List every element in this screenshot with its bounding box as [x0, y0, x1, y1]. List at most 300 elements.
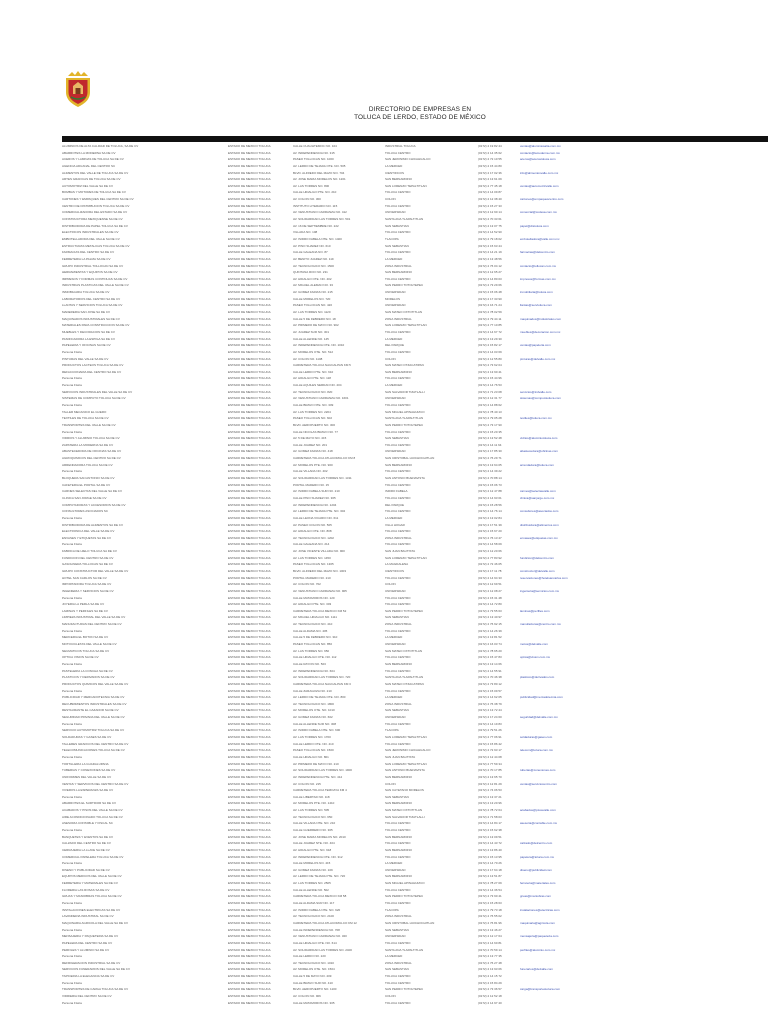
email-link[interactable]: instalaciones@electricas.com: [520, 907, 560, 912]
phone: (0172) 2 73 62 04: [478, 363, 502, 368]
state-municipality: ESTADO DE MEXICO TOLUCA: [228, 582, 271, 587]
phone: (0172) 2 13 93 06: [478, 967, 502, 972]
email-link[interactable]: [520, 873, 640, 880]
email-link[interactable]: [520, 800, 640, 807]
email-link[interactable]: [520, 847, 640, 854]
phone: (0172) 2 76 04 12: [478, 263, 502, 268]
neighborhood: SAN BERNARDINO: [385, 847, 413, 852]
email-link[interactable]: [520, 541, 640, 548]
address: AV. JOSE MARIA MORELOS NO. 1201: [293, 177, 346, 182]
address: AV. PRIMERO DE MAYO NO. 210: [293, 761, 339, 766]
email-link[interactable]: [520, 827, 640, 834]
email-link[interactable]: [520, 256, 640, 263]
email-link[interactable]: contacto@lamoderna.com.mx: [520, 150, 560, 155]
phone: (0172) 2 78 72 64: [478, 808, 502, 813]
table-row: [62, 402, 662, 409]
address: CALLE VILLADA NO. 402: [293, 469, 328, 474]
email-link[interactable]: [520, 774, 640, 781]
neighborhood: COLON: [385, 781, 396, 786]
phone: (0172) 2 78 27 09: [478, 881, 502, 886]
phone: (0172) 2 76 55 02: [478, 914, 502, 919]
state-municipality: ESTADO DE MEXICO TOLUCA: [228, 217, 271, 222]
company-name: Persona Fisica: [62, 628, 82, 633]
phone: (0172) 2 14 76 14: [478, 509, 502, 514]
email-link[interactable]: ferreteria@materiales.com: [520, 881, 556, 886]
email-link[interactable]: info@alimentosvalle.com.mx: [520, 170, 559, 175]
email-link[interactable]: [520, 741, 640, 748]
company-name: FARMACIAS DEL CENTRO SA DE CV: [62, 250, 115, 255]
company-name: PAPELERA DEL CENTRO SA DE CV: [62, 940, 113, 945]
email-link[interactable]: maquinados@industriales.com: [520, 316, 562, 321]
phone: (0172) 2 14 94 33: [478, 575, 502, 580]
phone: (0172) 2 14 55 91: [478, 668, 502, 673]
email-link[interactable]: [520, 940, 640, 947]
table-row: [62, 143, 662, 150]
email-link[interactable]: [520, 502, 640, 509]
email-link[interactable]: distribuidora@alimentos.com: [520, 522, 559, 527]
email-link[interactable]: [520, 369, 640, 376]
email-link[interactable]: muebles@decoracion.com.mx: [520, 329, 561, 334]
email-link[interactable]: clinica@sanjorge.com.mx: [520, 495, 555, 500]
email-link[interactable]: mensajeria@paqueteria.com: [520, 934, 559, 939]
company-name: ZAPATERIA LA MODERNA SA DE CV: [62, 442, 114, 447]
email-link[interactable]: constructor@delvalle.com: [520, 569, 555, 573]
phone: (0172) 2 71 58 03: [478, 814, 502, 819]
email-link[interactable]: farmacias@delcentro.com: [520, 250, 555, 255]
address: AV. INDEPENDENCIA OTE. NO. 312: [293, 854, 343, 859]
email-link[interactable]: [520, 993, 640, 1000]
email-link[interactable]: [520, 176, 640, 183]
email-link[interactable]: [520, 442, 640, 449]
table-row: [62, 807, 662, 814]
phone: (0172) 2 17 11 78: [478, 569, 502, 573]
email-link[interactable]: ingenieria@servicios.com.mx: [520, 588, 560, 593]
email-link[interactable]: [520, 960, 640, 967]
table-row: [62, 628, 662, 635]
email-link[interactable]: [520, 688, 640, 695]
neighborhood: LA MAGDALENA: [385, 562, 409, 567]
state-municipality: ESTADO DE MEXICO TOLUCA: [228, 622, 271, 627]
neighborhood: MORELOS: [385, 296, 401, 301]
table-row: [62, 495, 662, 502]
company-name: CLINICA SAN JORGE SA DE CV: [62, 495, 107, 500]
email-link[interactable]: diseno@publicidad.com: [520, 867, 552, 872]
state-municipality: ESTADO DE MEXICO TOLUCA: [228, 542, 271, 547]
phone: (0172) 2 70 46 38: [478, 675, 502, 680]
email-link[interactable]: soldaduras@gases.com: [520, 735, 553, 740]
neighborhood: SAN PEDRO TOTOLTEPEC: [385, 608, 424, 613]
phone: (0172) 2 15 62 38: [478, 827, 502, 832]
email-link[interactable]: servicios@indvalle.com: [520, 389, 552, 394]
email-link[interactable]: cartones@empaquescentro.com: [520, 197, 564, 202]
email-link[interactable]: [520, 834, 640, 841]
state-municipality: ESTADO DE MEXICO TOLUCA: [228, 715, 271, 720]
email-link[interactable]: [520, 887, 640, 894]
address: AV. LERDO DE TEJADA PTE. NO. 720: [293, 874, 346, 879]
address: CARRETERA TOLUCA NAUCALPAN KM 3: [293, 681, 351, 686]
address: CALLE MORELOS NO. 415: [293, 861, 331, 866]
email-link[interactable]: [520, 814, 640, 821]
email-link[interactable]: fundicion@delcentro.com: [520, 555, 554, 560]
neighborhood: TOLUCA CENTRO: [385, 349, 411, 354]
email-link[interactable]: [520, 282, 640, 289]
table-row: [62, 462, 662, 469]
address: AV. LAS TORRES NO. 1700: [293, 735, 331, 740]
company-name: Persona Fisica: [62, 827, 82, 832]
table-row: [62, 681, 662, 688]
company-name: ALIMENTOS DEL VALLE DE TOLUCA SA DE CV: [62, 170, 129, 175]
email-link[interactable]: papel@distoluca.com: [520, 223, 549, 228]
phone: (0172) 2 13 52 48: [478, 436, 502, 441]
email-link[interactable]: [520, 721, 640, 728]
company-name: ENVASES Y ETIQUETAS SA DE CV: [62, 535, 111, 540]
neighborhood: TOLUCA CENTRO: [385, 741, 411, 746]
email-link[interactable]: [520, 429, 640, 436]
state-municipality: ESTADO DE MEXICO TOLUCA: [228, 920, 271, 925]
state-municipality: ESTADO DE MEXICO TOLUCA: [228, 555, 271, 560]
phone: (0172) 2 14 80 03: [478, 276, 502, 281]
neighborhood: SAN MIGUEL APINAHUIZCO: [385, 881, 425, 886]
state-municipality: ESTADO DE MEXICO TOLUCA: [228, 270, 271, 275]
table-row: [62, 621, 662, 628]
phone: (0172) 2 15 67 20: [478, 529, 502, 534]
email-link[interactable]: [520, 362, 640, 369]
phone: (0172) 2 76 92 15: [478, 622, 502, 627]
email-link[interactable]: [520, 860, 640, 867]
address: AV. INDEPENDENCIA NO. 1204: [293, 502, 337, 507]
email-link[interactable]: seguridad@delvalle.com.mx: [520, 715, 558, 720]
email-link[interactable]: [520, 468, 640, 475]
neighborhood: UNIVERSIDAD: [385, 303, 406, 308]
address: CARRETERA TOLUCA ATLACOMULCO KM 12: [293, 920, 357, 925]
neighborhood: SAN BERNARDINO: [385, 177, 413, 182]
email-link[interactable]: calzado@delcentro.com: [520, 841, 553, 846]
table-row: [62, 289, 662, 296]
email-link[interactable]: publicidad@mercadotecnia.com: [520, 695, 563, 700]
table-row: [62, 528, 662, 535]
email-link[interactable]: [520, 382, 640, 389]
company-name: Persona Fisica: [62, 542, 82, 547]
address: CALLE ALDAMA NO. 405: [293, 628, 328, 633]
email-link[interactable]: [520, 322, 640, 329]
phone: (0172) 2 71 23 08: [478, 389, 502, 394]
email-link[interactable]: [520, 269, 640, 276]
state-municipality: ESTADO DE MEXICO TOLUCA: [228, 974, 271, 979]
email-link[interactable]: [520, 515, 640, 522]
phone: (0172) 2 12 08 27: [478, 588, 502, 593]
company-name: AGROQUIMICOS DEL CENTRO SA DE CV: [62, 456, 121, 461]
email-link[interactable]: [520, 634, 640, 641]
email-link[interactable]: optica@vision.com.mx: [520, 655, 551, 660]
company-name: MOTOCICLETAS DEL VALLE SA DE CV: [62, 642, 117, 647]
email-link[interactable]: [520, 349, 640, 356]
company-name: Persona Fisica: [62, 383, 82, 388]
email-link[interactable]: manufacturas@centro.com.mx: [520, 622, 561, 627]
phone: (0172) 2 72 46 05: [478, 562, 502, 567]
email-link[interactable]: pinturas@delvalle.com.mx: [520, 356, 556, 361]
phone: (0172) 2 77 10 85: [478, 323, 502, 328]
phone: (0172) 2 15 82 17: [478, 343, 502, 348]
neighborhood: TOLUCA CENTRO: [385, 841, 411, 846]
email-link[interactable]: [520, 475, 640, 482]
neighborhood: TOLUCA CENTRO: [385, 887, 411, 892]
email-link[interactable]: arrendadora@toluca.com: [520, 462, 554, 467]
email-link[interactable]: [520, 953, 640, 960]
company-name: ABARROTES LA MODERNA SA DE CV: [62, 150, 116, 155]
state-municipality: ESTADO DE MEXICO TOLUCA: [228, 329, 271, 334]
email-link[interactable]: contacto@tollocan.com.mx: [520, 263, 557, 268]
email-link[interactable]: inmobiliaria@toluca.com: [520, 290, 553, 295]
email-link[interactable]: [520, 482, 640, 489]
email-link[interactable]: tuberias@conexiones.com: [520, 768, 556, 773]
email-link[interactable]: aceros@acerostoluca.com: [520, 157, 556, 162]
email-link[interactable]: [520, 1000, 640, 1007]
neighborhood: TOLUCA CENTRO: [385, 429, 411, 434]
address: CALLE 5 DE FEBRERO NO. 18: [293, 316, 336, 321]
address: AV. VENUSTIANO CARRANZA NO. 320: [293, 934, 347, 939]
email-link[interactable]: ventas@aluminiosalta.com.mx: [520, 144, 561, 148]
phone: (0172) 2 13 48 56: [478, 256, 502, 261]
state-municipality: ESTADO DE MEXICO TOLUCA: [228, 761, 271, 766]
neighborhood: SAN SEBASTIAN: [385, 967, 409, 972]
email-link[interactable]: [520, 243, 640, 250]
phone: (0172) 2 14 60 81: [478, 940, 502, 945]
neighborhood: TOLUCA CENTRO: [385, 542, 411, 547]
email-link[interactable]: [520, 913, 640, 920]
email-link[interactable]: [520, 681, 640, 688]
email-link[interactable]: abastecedora@oficinas.com: [520, 449, 558, 454]
email-link[interactable]: telecom@toluca.com.mx: [520, 748, 553, 753]
email-link[interactable]: [520, 707, 640, 714]
company-name: FERRETERIA LA PALMA SA DE CV: [62, 256, 111, 261]
phone: (0172) 2 13 51 87: [478, 874, 502, 879]
table-row: [62, 395, 662, 402]
table-row: [62, 761, 662, 768]
neighborhood: TOLUCA CENTRO: [385, 529, 411, 534]
state-municipality: ESTADO DE MEXICO TOLUCA: [228, 236, 271, 241]
email-link[interactable]: [520, 409, 640, 416]
address: CARRETERA TOLUCA MEXICO KM 58: [293, 894, 347, 899]
address: AV. INDEPENDENCIA PTE. NO. 412: [293, 774, 343, 779]
address: BLVD. ALFREDO DEL MAZO NO. 704: [293, 170, 345, 175]
address: AV. MIGUEL HIDALGO NO. 1111: [293, 615, 337, 620]
email-link[interactable]: [520, 375, 640, 382]
state-municipality: ESTADO DE MEXICO TOLUCA: [228, 934, 271, 939]
address: PASEO TOLLOCAN NO. 1000: [293, 157, 334, 162]
table-row: [62, 907, 662, 914]
address: CALLE ZARAGOZA NO. 210: [293, 688, 332, 693]
email-link[interactable]: [520, 614, 640, 621]
state-municipality: ESTADO DE MEXICO TOLUCA: [228, 774, 271, 779]
neighborhood: DEL PARQUE: [385, 502, 405, 507]
email-link[interactable]: [520, 648, 640, 655]
email-link[interactable]: ventas@automotrizvalle.com: [520, 183, 559, 188]
email-link[interactable]: embotelladora@valle.com.mx: [520, 236, 560, 241]
phone: (0172) 2 14 70 26: [478, 861, 502, 866]
table-row: [62, 555, 662, 562]
neighborhood: SAN CRISTOBAL HUICHOCHITLAN: [385, 920, 435, 925]
table-row: [62, 189, 662, 196]
company-name: CAFETERIA EL PORTAL SA DE CV: [62, 482, 111, 487]
phone: (0172) 2 76 29 71: [478, 456, 502, 461]
email-link[interactable]: papelera@toluca.com.mx: [520, 854, 555, 859]
email-link[interactable]: [520, 980, 640, 987]
email-link[interactable]: [520, 203, 640, 210]
state-municipality: ESTADO DE MEXICO TOLUCA: [228, 688, 271, 693]
neighborhood: SANTA ANA TLAPALTITLAN: [385, 947, 424, 952]
email-link[interactable]: impresos@formas.com.mx: [520, 276, 556, 281]
email-link[interactable]: [520, 548, 640, 555]
state-municipality: ESTADO DE MEXICO TOLUCA: [228, 615, 271, 620]
email-link[interactable]: [520, 668, 640, 675]
address: PASEO TOLLOCAN NO. 1305: [293, 562, 334, 567]
state-municipality: ESTADO DE MEXICO TOLUCA: [228, 648, 271, 653]
phone: (0172) 2 78 40 13: [478, 409, 502, 414]
state-municipality: ESTADO DE MEXICO TOLUCA: [228, 701, 271, 706]
table-row: [62, 349, 662, 356]
email-link[interactable]: [520, 794, 640, 801]
email-link[interactable]: carga@transportestoluca.com: [520, 987, 561, 992]
email-link[interactable]: [520, 601, 640, 608]
company-name: Persona Fisica: [62, 927, 82, 932]
address: AV. TECNOLOGICO NO. 1010: [293, 960, 334, 965]
company-name: Persona Fisica: [62, 901, 82, 906]
phone: (0172) 2 14 58 09: [478, 542, 502, 547]
company-name: MATERIALES PARA CONSTRUCCION SA DE CV: [62, 323, 130, 328]
email-link[interactable]: acabados@pisosvalle.com: [520, 808, 556, 813]
email-link[interactable]: ventas@papeleria.com: [520, 343, 551, 348]
neighborhood: TOLUCA CENTRO: [385, 509, 411, 514]
email-link[interactable]: plasticos@derivados.com: [520, 675, 555, 680]
state-municipality: ESTADO DE MEXICO TOLUCA: [228, 535, 271, 540]
email-link[interactable]: maquinaria@agricola.com: [520, 920, 555, 925]
email-link[interactable]: perfiles@aluminio.com.mx: [520, 947, 556, 952]
table-row: [62, 608, 662, 615]
email-link[interactable]: [520, 216, 640, 223]
phone: (0172) 2 13 72 44: [478, 708, 502, 713]
email-link[interactable]: sistemas@computotoluca.com: [520, 396, 561, 401]
state-municipality: ESTADO DE MEXICO TOLUCA: [228, 243, 271, 248]
email-link[interactable]: motos@delvalle.com: [520, 642, 548, 647]
email-link[interactable]: [520, 754, 640, 761]
email-link[interactable]: laminas@perfiles.com: [520, 608, 550, 613]
company-name: COMERCIAL PAPELERA TOLUCA SA DE CV: [62, 854, 124, 859]
table-row: [62, 223, 662, 230]
email-link[interactable]: [520, 229, 640, 236]
company-name: PRODUCTOS QUIMICOS DEL VALLE SA DE CV: [62, 681, 129, 686]
state-municipality: ESTADO DE MEXICO TOLUCA: [228, 383, 271, 388]
neighborhood: SAN MATEO OXTOTITLAN: [385, 648, 423, 653]
phone: (0172) 2 77 45 18: [478, 183, 502, 188]
neighborhood: SAN SEBASTIAN: [385, 927, 409, 932]
email-link[interactable]: [520, 455, 640, 462]
neighborhood: SAN SEBASTIAN: [385, 794, 409, 799]
email-link[interactable]: [520, 628, 640, 635]
email-link[interactable]: comercial@codesa.com.mx: [520, 210, 557, 215]
company-name: TELECOMUNICACIONES TOLUCA SA DE CV: [62, 748, 125, 753]
state-municipality: ESTADO DE MEXICO TOLUCA: [228, 197, 271, 202]
email-link[interactable]: consultores@asociados.com: [520, 509, 559, 514]
email-link[interactable]: [520, 561, 640, 568]
email-link[interactable]: asesoria@contable.com.mx: [520, 821, 558, 826]
email-link[interactable]: [520, 973, 640, 980]
neighborhood: TOLUCA CENTRO: [385, 821, 411, 826]
state-municipality: ESTADO DE MEXICO TOLUCA: [228, 363, 271, 368]
address: AV. TECNOLOGICO NO. 1202: [293, 535, 334, 540]
email-link[interactable]: gruas@maniobras.com: [520, 894, 552, 899]
email-link[interactable]: [520, 402, 640, 409]
table-row: [62, 442, 662, 449]
address: BLVD. ALFREDO DEL MAZO NO. 1003: [293, 569, 347, 573]
address: AV. PASEO COLON NO. 505: [293, 522, 332, 527]
email-link[interactable]: vidrios@aluminiotoluca.com: [520, 436, 558, 441]
table-row: [62, 229, 662, 236]
state-municipality: ESTADO DE MEXICO TOLUCA: [228, 821, 271, 826]
company-name: ABASTECEDORA DE OFICINAS SA DE CV: [62, 449, 122, 454]
table-row: [62, 927, 662, 934]
email-link[interactable]: [520, 189, 640, 196]
email-link[interactable]: [520, 787, 640, 794]
state-municipality: ESTADO DE MEXICO TOLUCA: [228, 416, 271, 421]
table-row: [62, 369, 662, 376]
email-link[interactable]: [520, 661, 640, 668]
email-link[interactable]: [520, 727, 640, 734]
email-link[interactable]: llantas@servtoluca.com: [520, 303, 552, 308]
state-municipality: ESTADO DE MEXICO TOLUCA: [228, 708, 271, 713]
email-link[interactable]: [520, 595, 640, 602]
email-link[interactable]: [520, 900, 640, 907]
address: CARRETERA TOLUCA NAUCALPAN KM 5: [293, 363, 351, 368]
state-municipality: ESTADO DE MEXICO TOLUCA: [228, 987, 271, 992]
email-link[interactable]: envases@etiquetas.com.mx: [520, 535, 558, 540]
email-link[interactable]: [520, 296, 640, 303]
phone: (0172) 2 12 65 27: [478, 270, 502, 275]
email-link[interactable]: funerarios@delvalle.com: [520, 967, 554, 972]
phone: (0172) 2 12 47 88: [478, 489, 502, 494]
email-link[interactable]: [520, 163, 640, 170]
email-link[interactable]: [520, 309, 640, 316]
neighborhood: TOLUCA CENTRO: [385, 980, 411, 985]
company-name: ARTES GRAFICAS DE TOLUCA SA DE CV: [62, 177, 121, 182]
email-link[interactable]: reservaciones@hotelsancarlos.com: [520, 575, 568, 580]
address: CALLE AQUILES SERDAN NO. 204: [293, 383, 342, 388]
phone: (0172) 2 14 35 62: [478, 150, 502, 155]
table-row: [62, 356, 662, 363]
email-link[interactable]: [520, 336, 640, 343]
email-link[interactable]: [520, 528, 640, 535]
address: AV. INDEPENDENCIA OTE. NO. 1010: [293, 343, 345, 348]
email-link[interactable]: ventas@serviciocentro.com: [520, 781, 557, 786]
state-municipality: ESTADO DE MEXICO TOLUCA: [228, 283, 271, 288]
neighborhood: SAN ANTONIO BUENAVISTA: [385, 476, 425, 481]
address: PORTAL MADERO NO. 210: [293, 575, 331, 580]
email-link[interactable]: [520, 927, 640, 934]
email-link[interactable]: [520, 761, 640, 768]
state-municipality: ESTADO DE MEXICO TOLUCA: [228, 735, 271, 740]
neighborhood: SAN BERNARDINO: [385, 801, 413, 806]
company-name: GASOLINERA TOLLOCAN SA DE CV: [62, 562, 113, 567]
address: VILLADA NO. 108: [293, 230, 318, 235]
phone: (0172) 2 14 09 87: [478, 190, 502, 195]
email-link[interactable]: [520, 701, 640, 708]
email-link[interactable]: [520, 422, 640, 429]
email-link[interactable]: textiles@toluca.com.mx: [520, 416, 552, 421]
email-link[interactable]: [520, 581, 640, 588]
company-name: ESTRUCTURAS METALICAS TOLUCA SA DE CV: [62, 243, 130, 248]
table-row: [62, 468, 662, 475]
phone: (0172) 2 15 09 57: [478, 688, 502, 693]
email-link[interactable]: carnes@selectasvalle.com: [520, 489, 556, 494]
